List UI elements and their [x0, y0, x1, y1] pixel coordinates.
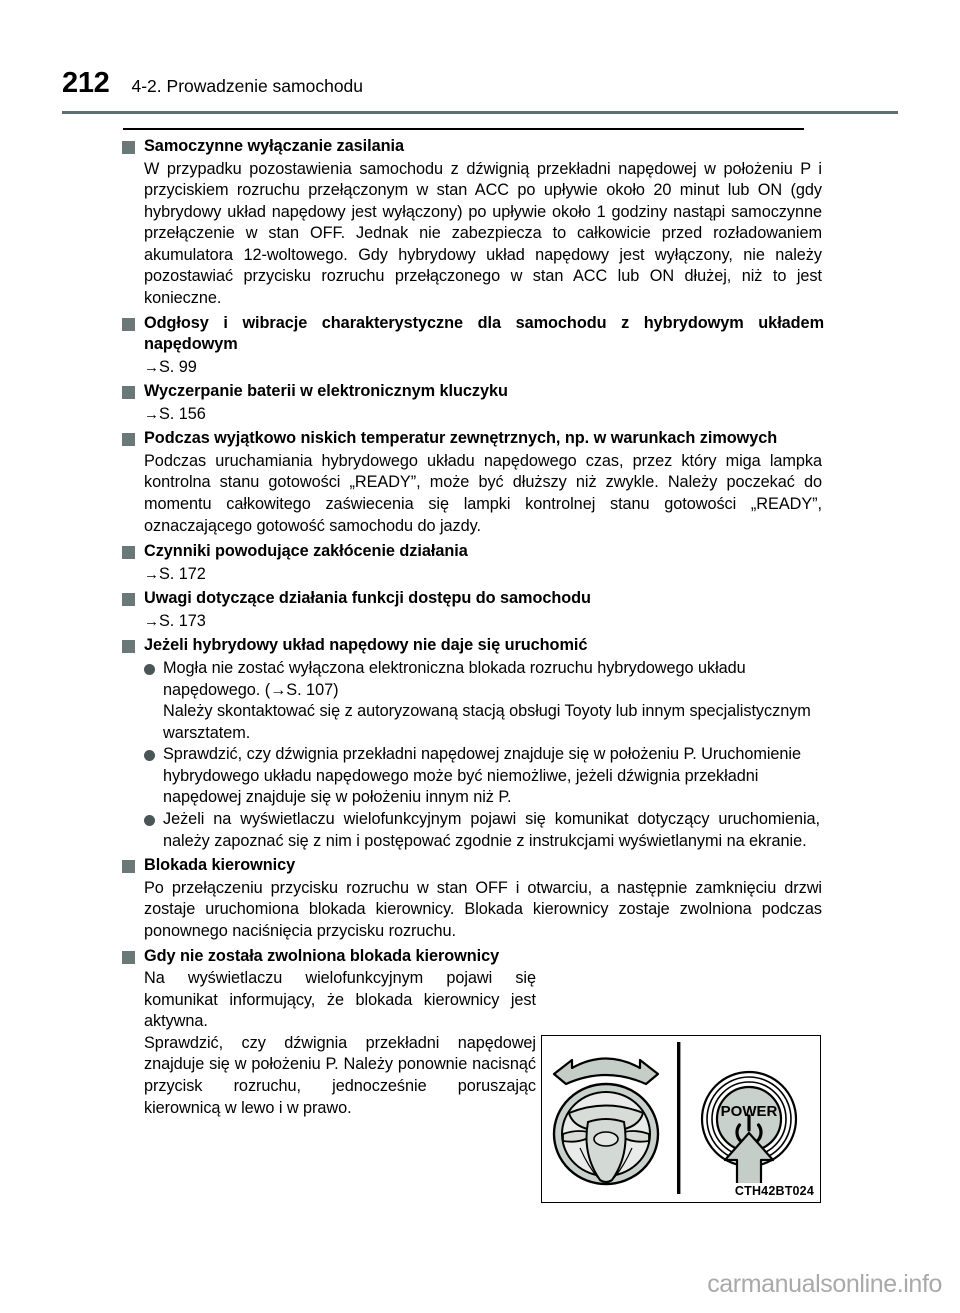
list-item-main: Mogła nie zostać wyłączona elektroniczna blokada rozruchu hybrydowego układu napędowego. (→S. 107)	[163, 658, 746, 699]
section-heading-label: Podczas wyjątkowo niskich temperatur zewnętrznych, np. w warunkach zimowych	[144, 429, 778, 448]
page-cross-reference[interactable]	[144, 357, 960, 379]
section-heading	[0, 541, 960, 563]
section-heading-label: Gdy nie została zwolniona blokada kierownicy	[144, 946, 500, 965]
section-title: 4-2. Prowadzenie samochodu	[131, 76, 364, 96]
square-bullet-icon	[122, 640, 135, 653]
list-item-text	[163, 658, 820, 744]
section-heading-label: Blokada kierownicy	[144, 856, 296, 875]
page-header	[0, 0, 960, 112]
section-heading-label: Odgłosy i wibracje charakterystyczne dla samochodu z hybrydowym układem napędowym	[144, 313, 824, 354]
page-cross-reference[interactable]	[144, 564, 960, 586]
square-bullet-icon	[122, 433, 135, 446]
power-button-graphic	[702, 1072, 796, 1188]
section-heading	[0, 313, 960, 356]
section-heading	[0, 855, 960, 877]
section-heading-label: Czynniki powodujące zakłócenie działania	[144, 542, 468, 561]
section-heading-label: Wyczerpanie baterii w elektronicznym kluczyku	[144, 382, 508, 401]
section-samoczynne-wylaczanie-zasilania	[0, 136, 960, 310]
illustration-steering-lock	[541, 1035, 821, 1203]
section-blokada-kierownicy	[0, 855, 960, 942]
steering-wheel-graphic	[554, 1084, 658, 1184]
section-paragraph: W przypadku pozostawienia samochodu z dźwignią przekładni napędowej w położeniu P i przyciskiem rozruchu przełączonym w stan ACC po upływie około 20 minut lub ON (gdy hybrydowy układ napędowy jest wyłączony) po upływie około 1 godziny nastąpi samoczynne przełączenie w stan OFF. Jednak nie zabezpiecza to całkowicie przed rozładowaniem akumulatora 12-woltowego. Gdy hybrydowy układ napędowy jest wyłączony, nie należy pozostawiać przycisku rozruchu przełączonego w stan ACC lub ON dłużej, niż to jest konieczne.	[144, 159, 822, 308]
arrow-right-icon: →	[144, 405, 159, 423]
section-heading	[0, 381, 960, 403]
page-number: 212	[62, 67, 110, 99]
section-heading-label: Jeżeli hybrydowy układ napędowy nie daje się uruchomić	[144, 636, 588, 655]
arrow-right-icon: →	[144, 358, 159, 376]
section-paragraph: Po przełączeniu przycisku rozruchu w stan OFF i otwarciu, a następnie zamknięciu drzwi zostaje uruchomiona blokada kierownicy. Blokada kierownicy zostaje zwolniona podczas ponownego naciśnięcia przycisku rozruchu.	[144, 878, 822, 940]
section-heading	[0, 136, 960, 158]
square-bullet-icon	[122, 593, 135, 606]
section-niskie-temperatury	[0, 428, 960, 537]
figure-caption: CTH42BT024	[734, 1184, 814, 1198]
footer-watermark: carmanualsonline.info	[707, 1270, 942, 1298]
page-cross-reference[interactable]	[144, 611, 960, 633]
header-row	[62, 69, 363, 98]
page-cross-reference-label: S. 156	[158, 404, 206, 423]
page-cross-reference[interactable]	[144, 404, 960, 426]
list-item-text: Sprawdzić, czy dźwignia przekładni napędowej znajduje się w położeniu P. Uruchomienie hybrydowego układu napędowego może być niemożliwe, jeżeli dźwignia przekładni napędowej znajduje się w położeniu innym niż P.	[163, 745, 802, 807]
square-bullet-icon	[122, 386, 135, 399]
section-nie-daje-sie-uruchomic	[0, 635, 960, 852]
square-bullet-icon	[122, 546, 135, 559]
section-heading-label: Samoczynne wyłączanie zasilania	[144, 137, 404, 155]
arrow-right-icon: →	[144, 565, 159, 583]
section-heading	[0, 635, 960, 657]
section-paragraph-2: Sprawdzić, czy dźwignia przekładni napędowej znajduje się w położeniu P. Należy ponownie nacisnąć przycisk rozruchu, jednocześnie poruszając kierownicą w lewo i w prawo.	[144, 1033, 536, 1117]
square-bullet-icon	[122, 951, 135, 964]
section-uwagi-dostep	[0, 588, 960, 632]
list-item	[0, 809, 960, 852]
figure-divider	[677, 1042, 680, 1194]
power-button-label: POWER	[720, 1103, 778, 1120]
section-heading	[0, 946, 960, 968]
square-bullet-icon	[122, 318, 135, 331]
section-paragraphs	[144, 968, 536, 1119]
section-odglosy-i-wibracje	[0, 313, 960, 379]
square-bullet-icon	[122, 141, 135, 154]
page-cross-reference-label: S. 99	[158, 357, 197, 376]
arrow-right-icon: →	[144, 612, 159, 630]
page-cross-reference-label: S. 172	[158, 564, 206, 583]
section-heading	[0, 588, 960, 610]
page-content	[0, 136, 960, 1119]
round-bullet-icon	[144, 664, 155, 675]
section-czynniki-zaklocenie	[0, 541, 960, 585]
round-bullet-icon	[144, 750, 155, 761]
list-item	[0, 658, 960, 744]
section-paragraph: Podczas uruchamiania hybrydowego układu napędowego czas, przez który miga lampka kontrolna stanu gotowości „READY”, może być dłuższy niż zwykle. Należy poczekać do momentu całkowitego zaświecenia się lampki kontrolnej stanu gotowości „READY”, oznaczającego gotowość samochodu do jazdy.	[144, 451, 822, 535]
section-heading-label: Uwagi dotyczące działania funkcji dostępu do samochodu	[144, 589, 591, 608]
rotation-arrow-icon	[554, 1059, 658, 1085]
round-bullet-icon	[144, 815, 155, 826]
list-item-text: Jeżeli na wyświetlaczu wielofunkcyjnym pojawi się komunikat dotyczący uruchomienia, należy zapoznać się z nim i postępować zgodnie z instrukcjami wyświetlanymi na ekranie.	[163, 810, 820, 850]
page-cross-reference-label: S. 173	[158, 611, 206, 630]
section-heading	[0, 428, 960, 450]
section-paragraph-1: Na wyświetlaczu wielofunkcyjnym pojawi się komunikat informujący, że blokada kierownicy jest aktywna.	[144, 969, 536, 1031]
header-rule-thick	[62, 111, 898, 114]
illustration-svg	[542, 1036, 819, 1201]
square-bullet-icon	[122, 860, 135, 873]
list-item-continuation: Należy skontaktować się z autoryzowaną stacją obsługi Toyoty lub innym specjalistycznym warsztatem.	[163, 702, 811, 742]
section-wyczerpanie-baterii	[0, 381, 960, 425]
list-item	[0, 744, 960, 809]
header-rule-thin	[123, 128, 804, 130]
